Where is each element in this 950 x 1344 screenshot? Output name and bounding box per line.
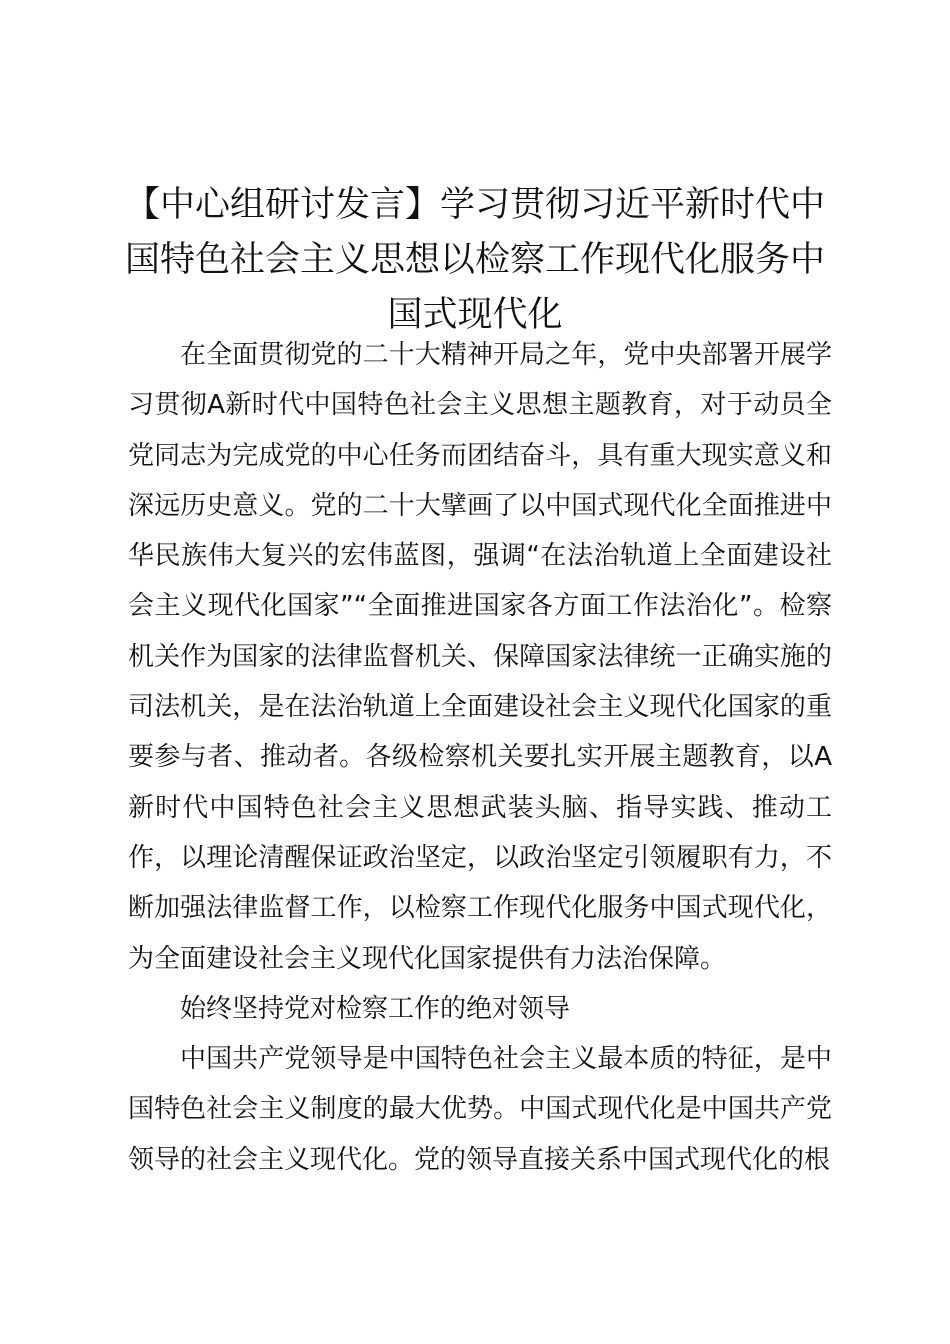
paragraph-intro: 在全面贯彻党的二十大精神开局之年，党中央部署开展学习贯彻A新时代中国特色社会主义思想主题教育，对于动员全党同志为完成党的中心任务而团结奋斗，具有重大现实意义和深远历史意义。党的二十大擘画了以中国式现代化全面推进中华民族伟大复兴的宏伟蓝图，强调“在法治轨道上全面建设社会主义现代化国家”“全面推进国家各方面工作法治化”。检察机关作为国家的法律监督机关、保障国家法律统一正确实施的司法机关，是在法治轨道上全面建设社会主义现代化国家的重要参与者、推动者。各级检察机关要扎实开展主题教育，以A新时代中国特色社会主义思想武装头脑、指导实践、推动工作，以理论清醒保证政治坚定，以政治坚定引领履职有力，不断加强法律监督工作，以检察工作现代化服务中国式现代化，为全面建设社会主义现代化国家提供有力法治保障。 — [128, 340, 832, 974]
document-body — [128, 330, 832, 1185]
section-heading: 始终坚持党对检察工作的绝对领导 — [180, 993, 571, 1024]
paragraph-leadership: 中国共产党领导是中国特色社会主义最本质的特征，是中国特色社会主义制度的最大优势。中国式现代化是中国共产党领导的社会主义现代化。党的领导直接关系中国式现代化的根 — [128, 1044, 832, 1175]
document-title: 【中心组研讨发言】学习贯彻习近平新时代中国特色社会主义思想以检察工作现代化服务中国式现代化 — [124, 185, 825, 335]
